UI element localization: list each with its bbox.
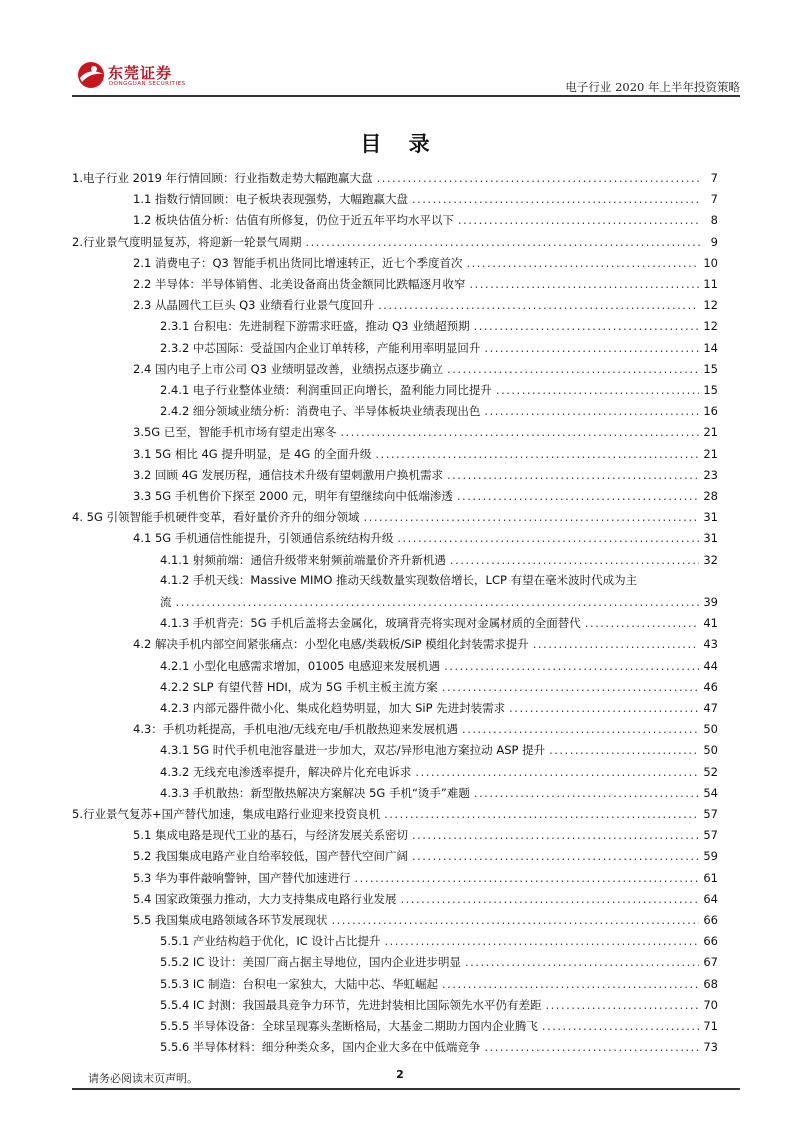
toc-entry-page: 66 — [703, 913, 718, 927]
toc-entry[interactable] — [72, 504, 718, 524]
toc-entry[interactable] — [133, 525, 718, 545]
toc-entry-page: 70 — [703, 997, 718, 1012]
toc-entry-page: 15 — [703, 383, 718, 397]
toc-entry[interactable] — [160, 695, 718, 715]
toc-entry[interactable] — [160, 737, 718, 757]
toc-leader-dots — [466, 256, 699, 270]
toc-entry[interactable] — [133, 631, 718, 651]
toc-entry-page: 23 — [703, 467, 718, 482]
toc-entry[interactable] — [133, 483, 718, 503]
toc-entry-title: 2.3.2 中芯国际：受益国内企业订单转移，产能利用率明显回升 — [160, 340, 481, 355]
logo-text-en: DONGGUAN SECURITIES — [109, 81, 186, 87]
toc-entry[interactable] — [160, 610, 718, 630]
toc-entry-page: 66 — [703, 934, 718, 949]
toc-leader-dots — [484, 1040, 699, 1054]
toc-entry-page: 54 — [703, 785, 718, 800]
toc-entry[interactable] — [133, 271, 718, 291]
toc-leader-dots — [384, 807, 699, 821]
toc-entry[interactable] — [72, 229, 718, 249]
toc-entry-page: 14 — [703, 340, 718, 355]
toc-entry-page: 71 — [703, 1019, 718, 1033]
toc-leader-dots — [412, 828, 699, 842]
toc-entry-page: 50 — [703, 722, 718, 737]
toc-entry-page: 67 — [703, 955, 718, 970]
toc-leader-dots — [176, 595, 700, 609]
toc-entry-page: 57 — [703, 807, 718, 821]
toc-entry-title: 5.2 我国集成电路产业自给率较低，国产替代空间广阔 — [133, 849, 408, 864]
toc-entry-title: 3.3 5G 手机售价下探至 2000 元，明年有望继续向中低端渗透 — [133, 489, 453, 503]
toc-leader-dots — [533, 637, 700, 651]
toc-entry-title: 5.4 国家政策强力推动，大力支持集成电路行业发展 — [133, 891, 397, 906]
toc-entry-title: 4.2.3 内部元器件微小化、集成化趋势明显，加大 SiP 先进封装需求 — [160, 701, 506, 715]
toc-entry-title: 2.3 从晶圆代工巨头 Q3 业绩看行业景气度回升 — [133, 298, 375, 313]
toc-entry-title: 5.5.4 IC 封测：我国最具竞争力环节，先进封装相比国际领先水平仍有差距 — [160, 997, 542, 1012]
toc-entry-title: 4.3.3 手机散热：新型散热解决方案解决 5G 手机“烫手”难题 — [160, 785, 470, 800]
toc-leader-dots — [305, 235, 700, 249]
toc-leader-dots — [457, 489, 699, 503]
toc-entry-page: 73 — [703, 1040, 718, 1055]
toc-leader-dots — [412, 192, 700, 206]
toc-entry-title: 5.5.3 IC 制造：台积电一家独大，大陆中芯、华虹崛起 — [160, 976, 438, 991]
toc-leader-dots — [412, 849, 699, 863]
toc-entry[interactable] — [133, 865, 718, 885]
toc-leader-dots — [375, 447, 699, 461]
toc-entry-page: 31 — [703, 510, 718, 525]
toc-entry-title: 2.行业景气度明显复苏，将迎新一轮景气周期 — [72, 234, 302, 249]
toc-entry[interactable] — [160, 313, 718, 333]
toc-leader-dots — [458, 213, 700, 227]
disclaimer-note: 请务必阅读末页声明。 — [88, 1072, 198, 1085]
toc-entry-title: 5.5.5 半导体设备：全球呈现寡头垄断格局，大基金二期助力国内企业腾飞 — [160, 1019, 538, 1033]
toc-entry-title: 流 — [160, 595, 172, 609]
toc-entry[interactable] — [133, 716, 718, 736]
toc-entry-title: 2.3.1 台积电：先进制程下游需求旺盛，推动 Q3 业绩超预期 — [160, 319, 470, 334]
toc-entry-page: 16 — [703, 404, 718, 419]
toc-leader-dots — [509, 701, 699, 715]
toc-entry[interactable] — [160, 653, 718, 673]
toc-entry[interactable] — [160, 335, 718, 355]
toc-entry-page: 9 — [710, 234, 718, 249]
toc-entry[interactable] — [160, 1013, 718, 1033]
toc-entry-title: 5.3 华为事件敲响警钟，国产替代加速进行 — [133, 870, 351, 885]
toc-leader-dots — [496, 383, 699, 397]
toc-entry-title: 4. 5G 引领智能手机硬件变革，看好量价齐升的细分领域 — [72, 510, 360, 525]
toc-entry[interactable] — [160, 377, 718, 397]
toc-entry-title: 4.2 解决手机内部空间紧张痛点：小型化电感/类载板/SiP 模组化封装需求提升 — [133, 637, 529, 652]
logo-emblem-icon — [76, 60, 106, 90]
toc-leader-dots — [462, 722, 699, 736]
toc-entry[interactable] — [160, 547, 718, 567]
toc-entry-page: 50 — [703, 743, 718, 758]
toc-entry-title: 2.4.2 细分领域业绩分析：消费电子、半导体板块业绩表现出色 — [160, 404, 481, 419]
toc-entry-title: 5.5.2 IC 设计：美国厂商占据主导地位，国内企业进步明显 — [160, 955, 461, 970]
toc-leader-dots — [474, 319, 700, 333]
toc-leader-dots — [444, 659, 699, 673]
toc-leader-dots — [549, 743, 699, 757]
toc-entry-page: 59 — [703, 849, 718, 864]
toc-entry-page: 68 — [703, 976, 718, 991]
toc-entry-title: 2.1 消费电子：Q3 智能手机出货同比增速转正，近七个季度首次 — [133, 255, 463, 270]
toc-entry-page: 41 — [703, 616, 718, 631]
toc-entry-title: 3.1 5G 相比 4G 提升明显，是 4G 的全面升级 — [133, 446, 372, 461]
toc-entry-title: 4.1.3 手机背壳：5G 手机后盖将去金属化，玻璃背壳将实现对金属材质的全面替代 — [160, 616, 581, 631]
toc-entry-title: 2.2 半导体：半导体销售、北美设备商出货金额同比跌幅逐月收窄 — [133, 277, 466, 291]
toc-entry-page: 31 — [703, 531, 718, 546]
toc-entry-title: 4.3：手机功耗提高，手机电池/无线充电/手机散热迎来发展机遇 — [133, 722, 459, 737]
toc-leader-dots — [364, 510, 700, 524]
toc-entry-page: 10 — [703, 255, 718, 270]
toc-entry[interactable] — [160, 992, 718, 1012]
toc-entry[interactable] — [133, 186, 718, 206]
toc-entry-page: 43 — [703, 637, 718, 652]
footer-divider — [72, 1088, 740, 1090]
toc-leader-dots — [585, 616, 700, 630]
toc-entry[interactable] — [160, 398, 718, 418]
toc-entry[interactable] — [160, 759, 718, 779]
toc-entry[interactable] — [160, 589, 718, 609]
toc-entry-page: 11 — [703, 277, 718, 291]
toc-entry-title: 3.2 回顾 4G 发展历程，通信技术升级有望刺激用户换机需求 — [133, 467, 443, 482]
toc-entry-title: 2.4 国内电子上市公司 Q3 业绩明显改善，业绩拐点逐步确立 — [133, 361, 444, 376]
header-divider — [72, 95, 740, 97]
toc-entry[interactable] — [133, 843, 718, 863]
toc-entry-page: 64 — [703, 891, 718, 906]
toc-leader-dots — [546, 998, 700, 1012]
toc-entry[interactable] — [133, 886, 718, 906]
toc-leader-dots — [340, 425, 699, 439]
toc-entry-title: 5.5.6 半导体材料：细分种类众多，国内企业大多在中低端竞争 — [160, 1040, 481, 1055]
toc-leader-dots — [377, 171, 700, 185]
toc-entry-title: 1.1 指数行情回顾：电子板块表现强势，大幅跑赢大盘 — [133, 192, 408, 207]
toc-entry[interactable] — [160, 949, 718, 969]
toc-entry-page: 39 — [703, 595, 718, 609]
toc-entry-page: 12 — [703, 298, 718, 313]
toc-entry-page: 57 — [703, 828, 718, 843]
toc-entry[interactable] — [133, 419, 718, 439]
toc-entry-title: 5.5.1 产业结构趋于优化，IC 设计占比提升 — [160, 934, 381, 949]
toc-entry[interactable] — [160, 928, 718, 948]
toc-entry-page: 8 — [710, 213, 718, 228]
toc-leader-dots — [469, 277, 699, 291]
toc-entry[interactable] — [160, 1034, 718, 1054]
toc-leader-dots — [484, 404, 699, 418]
toc-entry-title: 5.1 集成电路是现代工业的基石，与经济发展关系密切 — [133, 828, 408, 843]
toc-entry-title: 5.行业景气复苏+国产替代加速，集成电路行业迎来投资良机 — [72, 807, 381, 821]
toc-entry-page: 44 — [703, 658, 718, 673]
toc-entry-title: 2.4.1 电子行业整体业绩：利润重回正向增长，盈利能力同比提升 — [160, 383, 492, 397]
toc-entry[interactable] — [160, 971, 718, 991]
toc-leader-dots — [542, 1019, 699, 1033]
toc-entry-page: 15 — [703, 361, 718, 376]
toc-leader-dots — [397, 531, 699, 545]
toc-entry[interactable] — [133, 822, 718, 842]
toc-leader-dots — [447, 362, 699, 376]
toc-entry[interactable] — [72, 801, 718, 821]
toc-leader-dots — [385, 934, 700, 948]
toc-leader-dots — [465, 955, 699, 969]
toc-entry-page: 21 — [703, 425, 718, 440]
toc-leader-dots — [400, 892, 699, 906]
toc-entry-page: 7 — [710, 192, 718, 207]
toc-entry-title: 3.5G 已至，智能手机市场有望走出寒冬 — [133, 425, 337, 440]
toc-leader-dots — [442, 680, 700, 694]
toc-entry-page: 47 — [703, 701, 718, 715]
toc-leader-dots — [450, 553, 699, 567]
toc-entry[interactable] — [133, 207, 718, 227]
toc-entry[interactable] — [72, 165, 718, 185]
toc-entry-title: 1.电子行业 2019 年行情回顾：行业指数走势大幅跑赢大盘 — [72, 171, 373, 185]
toc-leader-dots — [331, 913, 699, 927]
toc-leader-dots — [442, 977, 699, 991]
toc-leader-dots — [378, 298, 699, 312]
toc-entry-title: 4.2.1 小型化电感需求增加，01005 电感迎来发展机遇 — [160, 658, 441, 673]
toc-entry-page: 46 — [703, 679, 718, 694]
toc-entry-title: 4.3.2 无线充电渗透率提升，解决碎片化充电诉求 — [160, 764, 412, 779]
toc-entry[interactable] — [133, 907, 718, 927]
logo-text-cn: 东莞证券 — [108, 64, 173, 82]
toc-entry-title: 1.2 板块估值分析：估值有所修复，仍位于近五年平均水平以下 — [133, 213, 454, 228]
toc-leader-dots — [474, 786, 699, 800]
company-logo — [72, 56, 192, 96]
toc-entry-page: 28 — [703, 489, 718, 503]
toc-entry-title: 5.5 我国集成电路领域各环节发展现状 — [133, 913, 328, 927]
toc-entry-title: 4.1 5G 手机通信性能提升，引领通信系统结构升级 — [133, 531, 394, 546]
toc-entry[interactable] — [133, 250, 718, 270]
toc-entry-title: 4.2.2 SLP 有望代替 HDI，成为 5G 手机主板主流方案 — [160, 679, 438, 694]
toc-entry[interactable] — [133, 356, 718, 376]
toc-heading: 目 录 — [360, 131, 440, 156]
toc-entry-title: 4.1.1 射频前端：通信升级带来射频前端量价齐升新机遇 — [160, 552, 446, 567]
toc-entry[interactable] — [160, 780, 718, 800]
page-number: 2 — [396, 1068, 404, 1081]
toc-entry[interactable]: 4.1.2 手机天线：Massive MIMO 推动天线数量实现数倍增长，LCP 有望在毫米波时代成为主 — [160, 572, 638, 587]
toc-entry[interactable] — [160, 674, 718, 694]
toc-leader-dots — [354, 871, 699, 885]
toc-leader-dots — [484, 341, 699, 355]
toc-entry[interactable] — [133, 462, 718, 482]
toc-entry[interactable] — [133, 441, 718, 461]
toc-entry-page: 61 — [703, 870, 718, 885]
toc-entry-page: 21 — [703, 446, 718, 461]
toc-entry-page: 32 — [703, 552, 718, 567]
toc-entry-title: 4.3.1 5G 时代手机电池容量进一步加大，双芯/异形电池方案拉动 ASP 提升 — [160, 743, 546, 758]
toc-entry-page: 52 — [703, 764, 718, 779]
toc-entry[interactable] — [133, 292, 718, 312]
document-title: 电子行业 2020 年上半年投资策略 — [565, 80, 740, 94]
toc-entry-page: 12 — [703, 319, 718, 334]
toc-entry-page: 7 — [710, 171, 718, 185]
toc-leader-dots — [415, 765, 699, 779]
toc-leader-dots — [447, 468, 699, 482]
page-header — [72, 56, 740, 96]
